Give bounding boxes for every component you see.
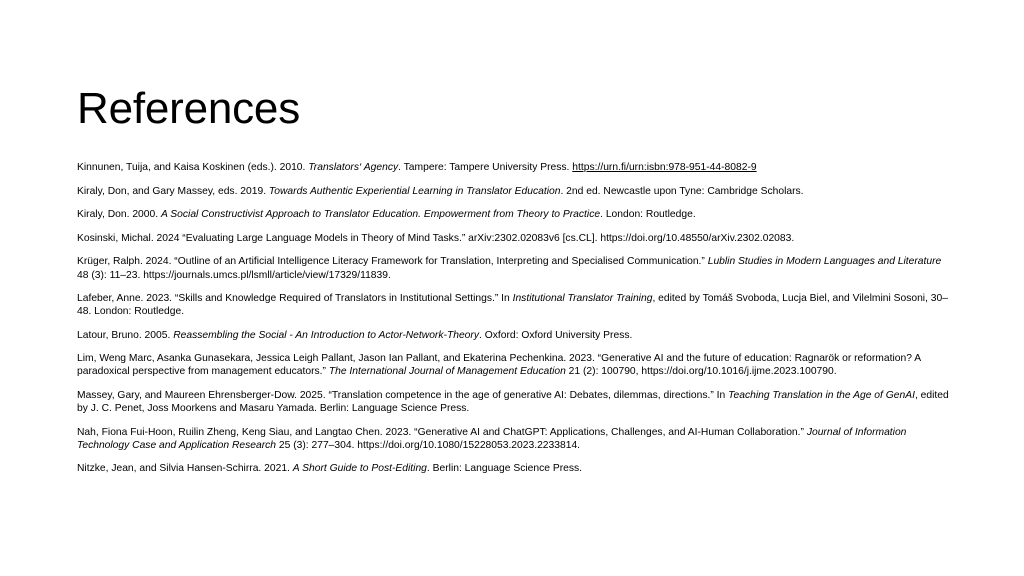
reference-text: Kosinski, Michal. 2024 “Evaluating Large Language Models in Theory of Mind Tasks.” arXiv:2302.02083v6 [cs.CL]. https://doi.org/10.48550/arXiv.2302.02083. [77,232,795,244]
reference-text: Kiraly, Don, and Gary Massey, eds. 2019. [77,185,269,197]
reference-title-italic: The International Journal of Management Education [328,366,566,378]
reference-text: 21 (2): 100790, https://doi.org/10.1016/j.ijme.2023.100790. [565,366,837,378]
reference-title-italic: Lublin Studies in Modern Languages and Literature [707,256,942,268]
reference-text: Krüger, Ralph. 2024. “Outline of an Artificial Intelligence Literacy Framework for Translation, Interpreting and Specialised Communication.” [77,256,708,268]
reference-text: Lafeber, Anne. 2023. “Skills and Knowledge Required of Translators in Institutional Settings.” In [77,293,513,304]
reference-text: . Oxford: Oxford University Press. [479,329,633,341]
reference-text: , edited by Tomáš Svoboda, Lucja Biel, and Vilelmini Sosoni, 30–48. London: Routledge. [77,293,948,318]
reference-title-italic: Institutional Translator Training [512,293,653,304]
reference-text: Latour, Bruno. 2005. [77,329,174,341]
reference-text: Nitzke, Jean, and Silvia Hansen-Schirra. 2021. [77,463,293,475]
reference-text: , edited by J. C. Penet, Joss Moorkens and Masaru Yamada. Berlin: Language Science Press. [77,389,949,415]
reference-link[interactable]: https://urn.fi/urn:isbn:978-951-44-8082-9 [572,162,757,174]
reference-text: . Tampere: Tampere University Press. [398,162,573,174]
reference-text: . Berlin: Language Science Press. [426,463,583,475]
reference-text: . 2nd ed. Newcastle upon Tyne: Cambridge Scholars. [560,185,804,197]
reference-entry [77,232,949,245]
reference-title-italic: Reassembling the Social - An Introduction to Actor-Network-Theory [173,329,479,341]
reference-entry [77,329,949,342]
reference-list [77,151,949,476]
reference-text: Kinnunen, Tuija, and Kaisa Koskinen (eds.). 2010. [77,162,309,174]
reference-entry [77,426,949,452]
reference-text: 48 (3): 11–23. https://journals.umcs.pl/lsmll/article/view/17329/11839. [77,269,391,281]
reference-entry [77,208,949,221]
reference-title-italic: Journal of Information Technology Case and Application Research [77,426,907,451]
reference-title-italic: Translators‘ Agency [308,162,399,174]
reference-text: Kiraly, Don. 2000. [77,209,161,221]
reference-entry [77,352,949,378]
reference-entry [77,292,949,318]
reference-text: Massey, Gary, and Maureen Ehrensberger-Dow. 2025. “Translation competence in the age of generative AI: Debates, dilemmas, directions.” In [77,389,729,401]
page-title: References [77,84,301,134]
reference-title-italic: Teaching Translation in the Age of GenAI [728,389,915,401]
reference-entry [77,389,949,415]
reference-entry [77,462,949,475]
reference-entry [77,161,949,174]
reference-text: . London: Routledge. [600,209,696,221]
reference-text: Lim, Weng Marc, Asanka Gunasekara, Jessica Leigh Pallant, Jason Ian Pallant, and Ekaterina Pechenkina. 2023. “Generative AI and the future of education: Ragnarök or reformation? A paradoxical perspective from management educators.” [77,353,921,378]
reference-title-italic: A Short Guide to Post-Editing [292,463,427,475]
reference-text: 25 (3): 277–304. https://doi.org/10.1080/15228053.2023.2233814. [276,439,581,451]
reference-text: Nah, Fiona Fui-Hoon, Ruilin Zheng, Keng Siau, and Langtao Chen. 2023. “Generative AI and ChatGPT: Applications, Challenges, and AI-Human Collaboration.” [77,426,807,438]
reference-entry [77,255,949,281]
reference-entry [77,185,949,198]
reference-title-italic: Towards Authentic Experiential Learning in Translator Education [268,185,561,197]
reference-title-italic: A Social Constructivist Approach to Translator Education. Empowerment from Theory to Practice [160,209,601,221]
